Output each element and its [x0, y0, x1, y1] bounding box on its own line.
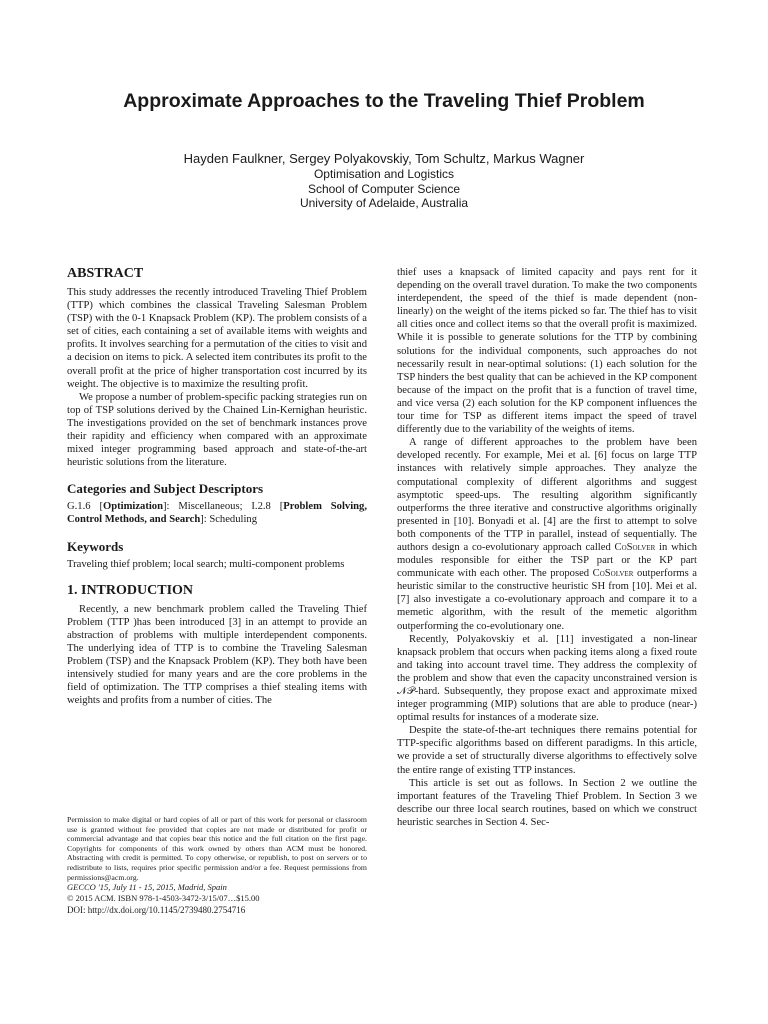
categories-heading: Categories and Subject Descriptors — [67, 481, 264, 497]
abstract-paragraph: This study addresses the recently introduced Traveling Thief Problem (TTP) which combines the classical Traveling Salesman Problem (TSP) with the 0-1 Knapsack Problem (KP). The problem consists of a set of cities, each containing a set of available items with weights and profits. It involves searching for a permutation of the cities to visit and a decision on items to pick. A selected item contributes its profit to the overall profit at the price of higher transportation cost incurred by its weight. The objective is to maximize the resulting profit. — [67, 287, 367, 390]
body-paragraph: Despite the state-of-the-art techniques there remains potential for TTP-specific algorithms based on different paradigms. In this article, we provide a set of structurally diverse algorithms to effectively solve the entire range of existing TTP instances. — [397, 725, 697, 776]
body-paragraph: Recently, Polyakovskiy et al. [11] investigated a non-linear knapsack problem that occurs when packing items along a fixed route and taking into account travel time. They address the complexity of the problem and show that even the capacity unconstrained version is 𝒩𝒫-hard. Subsequently, they propose exact and approximate mixed integer programming (MIP) solutions that are able to produce (near-) optimal results for instances of a moderate size. — [397, 633, 697, 724]
author-block — [0, 151, 768, 211]
introduction-heading: 1. INTRODUCTION — [67, 582, 194, 598]
introduction-paragraph: Recently, a new benchmark problem called the Traveling Thief Problem (TTP )has been introduced [3] in an attempt to provide an abstraction of problems with multiple interdependent components. The underlying idea of TTP is to combine the Traveling Salesman Problem (TSP) and the Knapsack Problem (KP). They both have been intensively studied for many years and are the core problems in the field of optimization. The TTP comprises a thief stealing items with weights and profits from a number of cities. The — [67, 603, 367, 707]
copyright-line: © 2015 ACM. ISBN 978-1-4503-3472-3/15/07…$15.00 — [67, 893, 260, 904]
doi-link[interactable]: DOI: http://dx.doi.org/10.1145/2739480.2754716 — [67, 905, 246, 916]
affiliation-line: School of Computer Science — [307, 181, 461, 196]
left-column — [67, 266, 367, 707]
author-names: Hayden Faulkner, Sergey Polyakovskiy, Tom Schultz, Markus Wagner — [183, 151, 585, 166]
abstract-paragraph: We propose a number of problem-specific packing strategies run on top of TSP solutions derived by the Chained Lin-Kernighan heuristic. The investigations provided on the set of benchmark instances prove their rapidity and efficiency when compared with an approximate mixed integer programming based approach and state-of-the-art heuristic solutions from the literature. — [67, 391, 367, 469]
permission-footnote — [67, 815, 367, 916]
permission-text: Permission to make digital or hard copies of all or part of this work for personal or classroom use is granted without fee provided that copies are not made or distributed for profit or commercial advantage and that copies bear this notice and the full citation on the first page. Copyrights for components of this work owned by others than ACM must be honored. Abstracting with credit is permitted. To copy otherwise, or republish, to post on servers or to redistribute to lists, requires prior specific permission and/or a fee. Request permissions from permissions@acm.org. — [67, 815, 367, 882]
keywords-text: Traveling thief problem; local search; multi-component problems — [67, 558, 345, 570]
conference-info: GECCO '15, July 11 - 15, 2015, Madrid, Spain — [67, 882, 227, 893]
keywords-heading: Keywords — [67, 538, 124, 554]
affiliation-line: University of Adelaide, Australia — [299, 196, 469, 210]
categories-text: G.1.6 [Optimization]: Miscellaneous; I.2.8 [Problem Solving, Control Methods, and Search]: Scheduling — [67, 501, 367, 526]
paper-title: Approximate Approaches to the Traveling Thief Problem — [123, 90, 645, 112]
affiliation-line: Optimisation and Logistics — [313, 167, 455, 181]
body-paragraph: This article is set out as follows. In Section 2 we outline the important features of the Traveling Thief Problem. In Section 3 we describe our three local search routines, based on which we construct heuristic searches in Section 4. Sec- — [397, 777, 697, 828]
body-paragraph: thief uses a knapsack of limited capacity and pays rent for it depending on the overall travel duration. To make the two components interdependent, the speed of the thief is made dependent (non-linearly) on the weight of the items picked so far. The thief has to visit all cities once and collect items so that the overall profit is maximized. While it is possible to generate solutions for the TTP by combining solutions for the individual components, such approaches do not necessarily result in near-optimal solutions: (1) each solution for the TSP hinders the best quality that can be achieved in the KP component because of the impact on the profit that is a function of travel time, and vice versa (2) each solution for the KP component influences the tour time for TSP as different items impact the speed of travel differently due to the variability of the weights of items. — [397, 267, 697, 436]
body-paragraph: A range of different approaches to the problem have been developed recently. For example, Mei et al. [6] focus on large TTP instances with relatively simple approaches. They analyze the computational complexity of different algorithms and suggest asymptotic speed-ups. The resulting algorithm significantly outperforms the three iterative and constructive algorithms originally presented in [10]. Bonyadi et al. [4] are the first to attempt to solve both components of the TTP in parallel, instead of sequentially. The authors design a co-evolutionary approach called CoSolver in which modules responsible for either the TSP part or the KP part communicate with each other. The proposed CoSolver outperforms a heuristic similar to the constructive heuristic SH from [10]. Mei et al. [7] also investigate a co-evolutionary approach and compare it to a memetic algorithm, with the result of the memetic algorithm outperforming the co-evolutionary one. — [397, 437, 697, 632]
abstract-heading: ABSTRACT — [67, 266, 144, 281]
right-column — [397, 266, 697, 829]
